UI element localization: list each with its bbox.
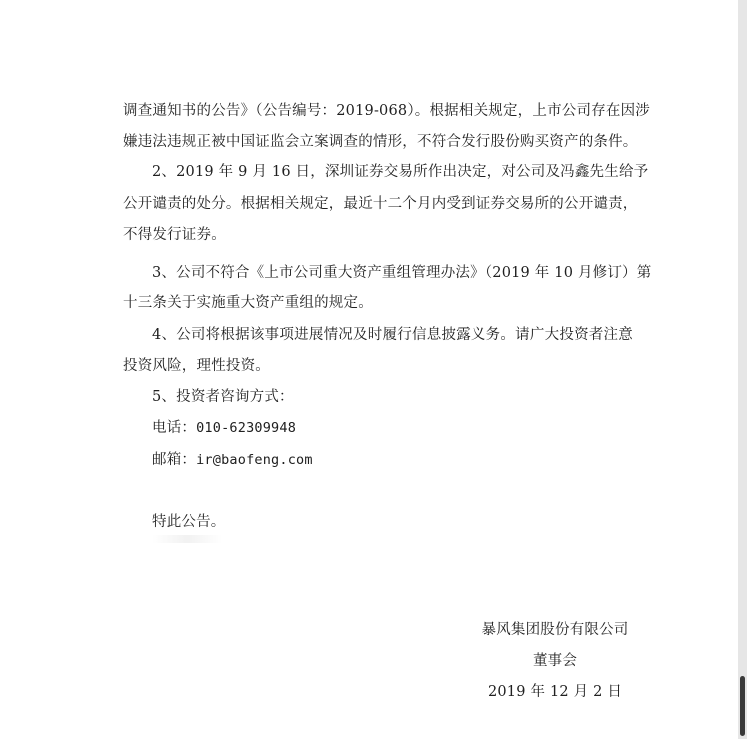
contact-heading: 5、投资者咨询方式：	[152, 389, 294, 405]
paragraph-1-line-1: 调查通知书的公告》（公告编号：2019-068）。根据相关规定，上市公司存在因涉	[123, 103, 650, 119]
closing-statement: 特此公告。	[152, 514, 226, 530]
email-value: ir@baofeng.com	[196, 452, 313, 468]
phone-value: 010-62309948	[196, 420, 297, 436]
paragraph-3-line-1: 3、公司不符合《上市公司重大资产重组管理办法》（2019 年 10 月修订）第	[152, 265, 652, 281]
paragraph-2-line-2: 公开谴责的处分。根据相关规定，最近十二个月内受到证券交易所的公开谴责，	[123, 196, 638, 212]
signature-board: 董事会	[532, 653, 578, 669]
paragraph-4-line-1: 4、公司将根据该事项进展情况及时履行信息披露义务。请广大投资者注意	[152, 327, 633, 343]
phone-label: 电话：	[152, 420, 197, 436]
paragraph-4-line-2: 投资风险，理性投资。	[123, 358, 270, 374]
paragraph-3-line-2: 十三条关于实施重大资产重组的规定。	[123, 295, 373, 311]
scrollbar-thumb[interactable]	[740, 676, 745, 736]
scrollbar-track[interactable]	[738, 0, 747, 739]
signature-date: 2019 年 12 月 2 日	[487, 684, 623, 700]
email-label: 邮箱：	[152, 452, 197, 468]
paragraph-1-line-2: 嫌违法违规正被中国证监会立案调查的情形，不符合发行股份购买资产的条件。	[123, 134, 638, 150]
paragraph-2-line-1: 2、2019 年 9 月 16 日，深圳证券交易所作出决定，对公司及冯鑫先生给予	[152, 164, 649, 180]
phone-line	[152, 418, 296, 438]
faint-mark	[152, 535, 222, 543]
email-line	[152, 450, 313, 470]
paragraph-2-line-3: 不得发行证券。	[123, 227, 226, 243]
signature-company: 暴风集团股份有限公司	[481, 622, 629, 638]
